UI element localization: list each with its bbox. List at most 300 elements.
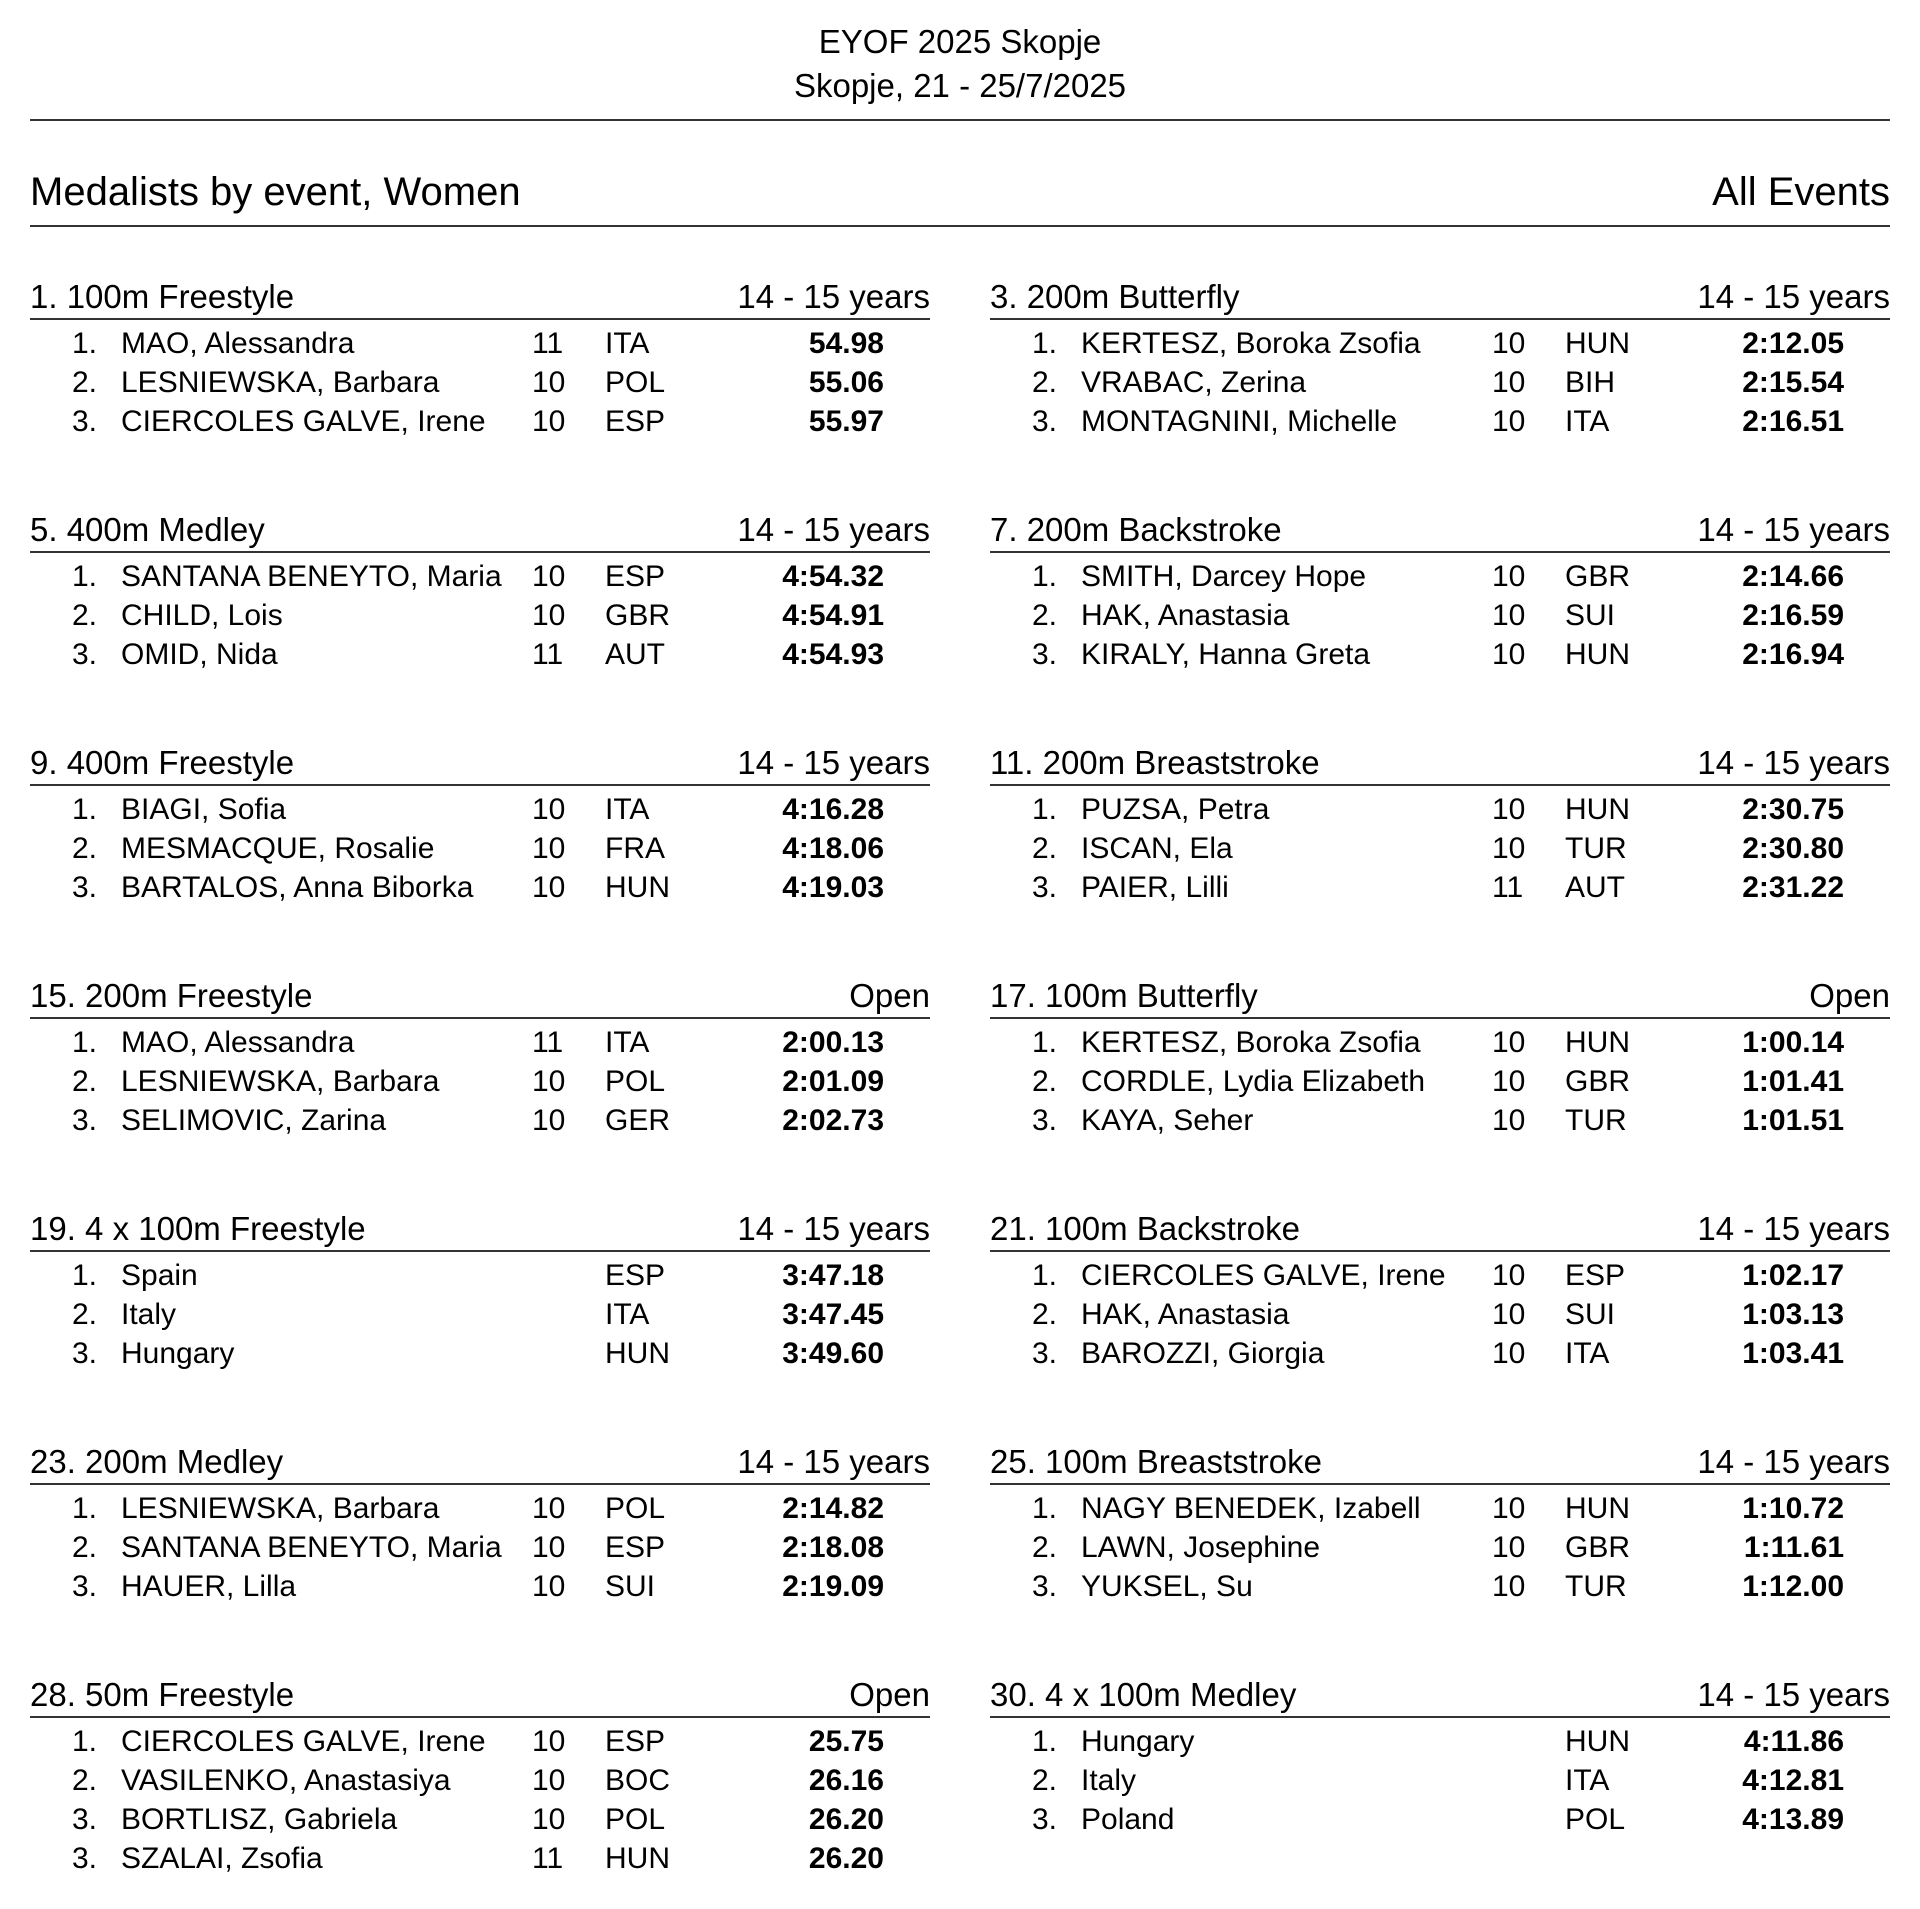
medalist-list <box>30 790 930 907</box>
medalist-list <box>30 1722 930 1878</box>
athlete-age: 10 <box>1492 1104 1526 1137</box>
nation-code: POL <box>605 1065 666 1098</box>
medalist-row <box>990 868 1890 907</box>
athlete-age: 10 <box>1492 1492 1526 1525</box>
medal-place: 1. <box>1032 1026 1058 1059</box>
athlete-age: 10 <box>1492 1065 1526 1098</box>
nation-code: ITA <box>605 1298 650 1331</box>
nation-code: POL <box>605 1803 666 1836</box>
event-title: 21. 100m Backstroke <box>990 1210 1300 1247</box>
medalist-row <box>30 402 930 441</box>
athlete-name: MAO, Alessandra <box>121 1026 355 1059</box>
event-title: 11. 200m Breaststroke <box>990 744 1320 781</box>
nation-code: HUN <box>1565 1492 1630 1525</box>
nation-code: ITA <box>605 1026 650 1059</box>
result-time: 4:11.86 <box>1743 1725 1844 1758</box>
athlete-age: 11 <box>532 638 564 671</box>
medal-place: 3. <box>72 1337 98 1370</box>
medal-place: 2. <box>72 599 98 632</box>
athlete-age: 10 <box>1492 1570 1526 1603</box>
athlete-age: 10 <box>532 366 566 399</box>
medal-place: 2. <box>1032 832 1058 865</box>
result-time: 2:31.22 <box>1742 871 1844 904</box>
result-time: 2:18.08 <box>782 1531 884 1564</box>
result-time: 1:03.41 <box>1742 1337 1844 1370</box>
medal-place: 1. <box>72 1259 98 1292</box>
athlete-name: BARTALOS, Anna Biborka <box>121 871 474 904</box>
result-time: 1:12.00 <box>1742 1570 1844 1603</box>
event-block <box>30 977 930 1210</box>
result-time: 26.20 <box>808 1842 884 1875</box>
medalist-row <box>30 1800 930 1839</box>
medal-place: 3. <box>72 871 98 904</box>
result-time: 1:01.41 <box>1742 1065 1844 1098</box>
event-block <box>30 511 930 744</box>
nation-code: ESP <box>605 405 666 438</box>
event-header <box>990 1443 1890 1485</box>
event-category: 14 - 15 years <box>737 744 930 781</box>
nation-code: GBR <box>605 599 671 632</box>
athlete-name: PUZSA, Petra <box>1081 793 1270 826</box>
athlete-age: 11 <box>532 327 564 360</box>
medalist-row <box>990 829 1890 868</box>
nation-code: HUN <box>605 1337 670 1370</box>
nation-code: HUN <box>1565 1725 1630 1758</box>
event-title: 17. 100m Butterfly <box>990 977 1258 1014</box>
athlete-age: 10 <box>1492 638 1526 671</box>
result-time: 3:47.45 <box>782 1298 884 1331</box>
nation-code: HUN <box>605 1842 670 1875</box>
event-category: Open <box>849 977 930 1014</box>
event-title: 9. 400m Freestyle <box>30 744 295 781</box>
athlete-name: OMID, Nida <box>121 638 278 671</box>
medal-place: 3. <box>72 1842 98 1875</box>
medalist-row <box>30 363 930 402</box>
result-time: 2:01.09 <box>782 1065 884 1098</box>
result-time: 4:54.91 <box>782 599 884 632</box>
medalist-row <box>990 596 1890 635</box>
medalist-row <box>990 324 1890 363</box>
nation-code: SUI <box>1565 599 1616 632</box>
medalist-row <box>990 1489 1890 1528</box>
result-time: 1:10.72 <box>1742 1492 1844 1525</box>
medal-place: 2. <box>72 1764 98 1797</box>
result-time: 1:01.51 <box>1742 1104 1844 1137</box>
event-category: 14 - 15 years <box>737 278 930 315</box>
athlete-name: BORTLISZ, Gabriela <box>121 1803 398 1836</box>
athlete-age: 10 <box>1492 793 1526 826</box>
result-time: 2:16.94 <box>1742 638 1844 671</box>
medal-place: 1. <box>1032 1725 1058 1758</box>
medalist-row <box>30 1722 930 1761</box>
result-time: 2:16.59 <box>1742 599 1844 632</box>
medalist-row <box>30 1489 930 1528</box>
medalist-row <box>30 868 930 907</box>
athlete-name: SZALAI, Zsofia <box>121 1842 323 1875</box>
athlete-name: NAGY BENEDEK, Izabell <box>1081 1492 1421 1525</box>
page-scope: All Events <box>1712 170 1890 214</box>
event-header <box>30 1210 930 1252</box>
nation-code: HUN <box>1565 793 1630 826</box>
medalist-list <box>990 1489 1890 1606</box>
result-time: 2:14.82 <box>782 1492 884 1525</box>
medal-place: 1. <box>72 1725 98 1758</box>
nation-code: ESP <box>605 560 666 593</box>
medalist-row <box>990 557 1890 596</box>
event-block <box>990 278 1890 511</box>
result-time: 2:14.66 <box>1742 560 1844 593</box>
medal-place: 3. <box>72 1570 98 1603</box>
athlete-name: KERTESZ, Boroka Zsofia <box>1081 1026 1421 1059</box>
event-header <box>30 977 930 1019</box>
result-time: 4:13.89 <box>1742 1803 1844 1836</box>
event-title: 7. 200m Backstroke <box>990 511 1282 548</box>
athlete-age: 10 <box>532 1492 566 1525</box>
athlete-age: 10 <box>532 599 566 632</box>
medalist-list <box>990 1256 1890 1373</box>
nation-code: POL <box>1565 1803 1626 1836</box>
nation-code: GER <box>605 1104 671 1137</box>
athlete-age: 10 <box>532 1065 566 1098</box>
athlete-name: HAK, Anastasia <box>1081 599 1290 632</box>
nation-code: ESP <box>605 1531 666 1564</box>
event-title: 25. 100m Breaststroke <box>990 1443 1322 1480</box>
medalist-row <box>30 1839 930 1878</box>
athlete-name: ISCAN, Ela <box>1081 832 1233 865</box>
document-header <box>0 20 1920 108</box>
medal-place: 1. <box>72 793 98 826</box>
athlete-age: 10 <box>1492 560 1526 593</box>
athlete-name: PAIER, Lilli <box>1081 871 1229 904</box>
nation-code: SUI <box>605 1570 656 1603</box>
athlete-age: 10 <box>532 832 566 865</box>
nation-code: POL <box>605 366 666 399</box>
athlete-name: Poland <box>1081 1803 1175 1836</box>
athlete-age: 10 <box>532 1570 566 1603</box>
result-time: 1:00.14 <box>1742 1026 1844 1059</box>
medalist-row <box>990 1761 1890 1800</box>
medal-place: 3. <box>1032 1337 1058 1370</box>
medalist-row <box>30 635 930 674</box>
result-time: 2:30.75 <box>1742 793 1844 826</box>
athlete-age: 10 <box>1492 1337 1526 1370</box>
title-divider <box>30 225 1890 227</box>
event-block <box>30 744 930 977</box>
nation-code: TUR <box>1565 1570 1627 1603</box>
medal-place: 3. <box>1032 1570 1058 1603</box>
result-time: 2:30.80 <box>1742 832 1844 865</box>
event-title: 1. 100m Freestyle <box>30 278 295 315</box>
event-header <box>990 744 1890 786</box>
result-time: 3:49.60 <box>782 1337 884 1370</box>
athlete-name: LAWN, Josephine <box>1081 1531 1321 1564</box>
result-time: 2:02.73 <box>782 1104 884 1137</box>
result-time: 55.97 <box>808 405 884 438</box>
nation-code: TUR <box>1565 1104 1627 1137</box>
nation-code: GBR <box>1565 560 1631 593</box>
medalist-row <box>990 1062 1890 1101</box>
medalist-row <box>30 324 930 363</box>
event-block <box>30 1443 930 1676</box>
event-header <box>990 1210 1890 1252</box>
medal-place: 1. <box>72 1026 98 1059</box>
nation-code: SUI <box>1565 1298 1616 1331</box>
event-header <box>30 744 930 786</box>
athlete-name: Italy <box>1081 1764 1137 1797</box>
nation-code: GBR <box>1565 1065 1631 1098</box>
athlete-name: YUKSEL, Su <box>1081 1570 1253 1603</box>
athlete-name: BIAGI, Sofia <box>121 793 287 826</box>
result-time: 2:19.09 <box>782 1570 884 1603</box>
medalist-row <box>30 1295 930 1334</box>
athlete-name: CORDLE, Lydia Elizabeth <box>1081 1065 1426 1098</box>
event-header <box>30 1443 930 1485</box>
athlete-age: 10 <box>1492 1026 1526 1059</box>
athlete-name: Spain <box>121 1259 198 1292</box>
medalist-row <box>990 635 1890 674</box>
nation-code: POL <box>605 1492 666 1525</box>
result-time: 4:19.03 <box>782 871 884 904</box>
competition-location-dates: Skopje, 21 - 25/7/2025 <box>793 67 1127 104</box>
athlete-age: 11 <box>532 1842 564 1875</box>
medalist-row <box>990 1722 1890 1761</box>
event-block <box>990 1210 1890 1443</box>
athlete-age: 11 <box>532 1026 564 1059</box>
event-category: 14 - 15 years <box>1697 278 1890 315</box>
medalist-list <box>30 324 930 441</box>
medalist-row <box>990 1334 1890 1373</box>
medal-place: 2. <box>1032 1298 1058 1331</box>
event-header <box>30 278 930 320</box>
athlete-age: 10 <box>1492 405 1526 438</box>
nation-code: HUN <box>1565 327 1630 360</box>
event-category: 14 - 15 years <box>1697 1443 1890 1480</box>
athlete-name: KERTESZ, Boroka Zsofia <box>1081 327 1421 360</box>
medal-place: 1. <box>1032 1492 1058 1525</box>
athlete-name: MONTAGNINI, Michelle <box>1081 405 1398 438</box>
medal-place: 2. <box>1032 1764 1058 1797</box>
event-title: 19. 4 x 100m Freestyle <box>30 1210 366 1247</box>
medal-place: 2. <box>1032 366 1058 399</box>
medal-place: 1. <box>1032 793 1058 826</box>
header-divider <box>30 119 1890 121</box>
medalist-row <box>990 363 1890 402</box>
medalist-row <box>30 1062 930 1101</box>
event-title: 3. 200m Butterfly <box>990 278 1240 315</box>
result-time: 4:16.28 <box>782 793 884 826</box>
athlete-name: HAK, Anastasia <box>1081 1298 1290 1331</box>
event-title: 23. 200m Medley <box>30 1443 284 1480</box>
result-time: 2:00.13 <box>782 1026 884 1059</box>
event-category: Open <box>1809 977 1890 1014</box>
medal-place: 3. <box>1032 638 1058 671</box>
athlete-name: Hungary <box>121 1337 235 1370</box>
competition-title: EYOF 2025 Skopje <box>818 23 1102 60</box>
event-header <box>30 511 930 553</box>
athlete-age: 10 <box>532 793 566 826</box>
result-time: 2:12.05 <box>1742 327 1844 360</box>
medal-place: 2. <box>1032 599 1058 632</box>
medalist-row <box>30 790 930 829</box>
result-time: 54.98 <box>808 327 884 360</box>
athlete-name: MESMACQUE, Rosalie <box>121 832 435 865</box>
result-time: 26.16 <box>808 1764 884 1797</box>
athlete-name: SANTANA BENEYTO, Maria <box>121 560 502 593</box>
event-block <box>990 1676 1890 1909</box>
medal-place: 3. <box>1032 1803 1058 1836</box>
medal-place: 3. <box>1032 871 1058 904</box>
medalist-row <box>990 1023 1890 1062</box>
medalist-row <box>30 596 930 635</box>
athlete-name: KIRALY, Hanna Greta <box>1081 638 1371 671</box>
nation-code: BOC <box>605 1764 671 1797</box>
medalist-list <box>990 1023 1890 1140</box>
medalist-row <box>30 1334 930 1373</box>
athlete-age: 10 <box>1492 1298 1526 1331</box>
medal-place: 3. <box>72 1104 98 1137</box>
medalist-row <box>30 829 930 868</box>
medalist-list <box>30 557 930 674</box>
medal-place: 1. <box>72 560 98 593</box>
medal-place: 2. <box>72 1298 98 1331</box>
athlete-name: BAROZZI, Giorgia <box>1081 1337 1325 1370</box>
medalist-row <box>990 1528 1890 1567</box>
event-header <box>990 1676 1890 1718</box>
event-block <box>990 1443 1890 1676</box>
medalist-row <box>30 1256 930 1295</box>
event-title: 15. 200m Freestyle <box>30 977 313 1014</box>
medalist-list <box>990 324 1890 441</box>
athlete-name: LESNIEWSKA, Barbara <box>121 1065 440 1098</box>
athlete-age: 10 <box>532 1764 566 1797</box>
nation-code: GBR <box>1565 1531 1631 1564</box>
event-block <box>990 744 1890 977</box>
page-title: Medalists by event, Women <box>30 170 521 214</box>
nation-code: ITA <box>605 793 650 826</box>
athlete-age: 10 <box>1492 832 1526 865</box>
nation-code: HUN <box>1565 638 1630 671</box>
medalist-row <box>30 1761 930 1800</box>
athlete-age: 10 <box>532 871 566 904</box>
event-block <box>990 511 1890 744</box>
result-time: 4:18.06 <box>782 832 884 865</box>
event-block <box>990 977 1890 1210</box>
nation-code: BIH <box>1565 366 1616 399</box>
medalist-row <box>990 790 1890 829</box>
medalist-row <box>30 1528 930 1567</box>
medal-place: 1. <box>1032 327 1058 360</box>
medalist-list <box>990 1722 1890 1839</box>
event-block <box>30 278 930 511</box>
nation-code: ITA <box>1565 1764 1610 1797</box>
result-time: 1:03.13 <box>1742 1298 1844 1331</box>
medal-place: 2. <box>1032 1531 1058 1564</box>
athlete-name: Hungary <box>1081 1725 1195 1758</box>
medalist-row <box>990 1567 1890 1606</box>
athlete-name: CIERCOLES GALVE, Irene <box>121 1725 486 1758</box>
athlete-age: 10 <box>532 1531 566 1564</box>
medal-place: 2. <box>72 1065 98 1098</box>
event-category: 14 - 15 years <box>1697 1210 1890 1247</box>
medal-place: 1. <box>1032 1259 1058 1292</box>
nation-code: ESP <box>605 1259 666 1292</box>
result-time: 1:11.61 <box>1743 1531 1844 1564</box>
medalist-row <box>990 402 1890 441</box>
result-time: 2:16.51 <box>1742 405 1844 438</box>
medal-place: 3. <box>72 1803 98 1836</box>
event-category: 14 - 15 years <box>737 1210 930 1247</box>
athlete-name: Italy <box>121 1298 177 1331</box>
event-category: 14 - 15 years <box>1697 744 1890 781</box>
medalist-row <box>30 1023 930 1062</box>
athlete-age: 10 <box>1492 1531 1526 1564</box>
athlete-name: LESNIEWSKA, Barbara <box>121 1492 440 1525</box>
athlete-age: 11 <box>1492 871 1524 904</box>
medal-place: 2. <box>1032 1065 1058 1098</box>
result-time: 1:02.17 <box>1742 1259 1844 1292</box>
athlete-age: 10 <box>532 405 566 438</box>
event-header <box>30 1676 930 1718</box>
event-category: Open <box>849 1676 930 1713</box>
medalist-row <box>30 1101 930 1140</box>
event-title: 28. 50m Freestyle <box>30 1676 295 1713</box>
athlete-name: CIERCOLES GALVE, Irene <box>1081 1259 1446 1292</box>
medal-place: 1. <box>72 1492 98 1525</box>
event-block <box>30 1210 930 1443</box>
event-category: 14 - 15 years <box>737 511 930 548</box>
result-time: 55.06 <box>808 366 884 399</box>
athlete-name: VASILENKO, Anastasiya <box>121 1764 451 1797</box>
event-header <box>990 511 1890 553</box>
event-title: 30. 4 x 100m Medley <box>990 1676 1297 1713</box>
result-time: 3:47.18 <box>782 1259 884 1292</box>
athlete-name: SMITH, Darcey Hope <box>1081 560 1367 593</box>
result-time: 4:54.93 <box>782 638 884 671</box>
event-block <box>30 1676 930 1909</box>
nation-code: AUT <box>1565 871 1625 904</box>
athlete-name: SANTANA BENEYTO, Maria <box>121 1531 502 1564</box>
medalist-row <box>990 1800 1890 1839</box>
medalist-row <box>30 557 930 596</box>
nation-code: ITA <box>1565 1337 1610 1370</box>
athlete-name: HAUER, Lilla <box>121 1570 297 1603</box>
nation-code: ITA <box>605 327 650 360</box>
nation-code: FRA <box>605 832 665 865</box>
medal-place: 2. <box>72 1531 98 1564</box>
nation-code: AUT <box>605 638 665 671</box>
medalist-list <box>30 1023 930 1140</box>
medalist-row <box>990 1101 1890 1140</box>
athlete-age: 10 <box>1492 599 1526 632</box>
athlete-age: 10 <box>1492 1259 1526 1292</box>
medalist-row <box>990 1256 1890 1295</box>
medal-place: 3. <box>72 405 98 438</box>
nation-code: TUR <box>1565 832 1627 865</box>
medal-place: 3. <box>1032 1104 1058 1137</box>
event-category: 14 - 15 years <box>1697 511 1890 548</box>
athlete-age: 10 <box>532 1725 566 1758</box>
medalist-list <box>30 1256 930 1373</box>
event-category: 14 - 15 years <box>737 1443 930 1480</box>
medalist-list <box>30 1489 930 1606</box>
athlete-name: SELIMOVIC, Zarina <box>121 1104 387 1137</box>
event-header <box>990 977 1890 1019</box>
result-time: 26.20 <box>808 1803 884 1836</box>
nation-code: HUN <box>605 871 670 904</box>
medal-place: 2. <box>72 366 98 399</box>
medalist-row <box>990 1295 1890 1334</box>
nation-code: ITA <box>1565 405 1610 438</box>
